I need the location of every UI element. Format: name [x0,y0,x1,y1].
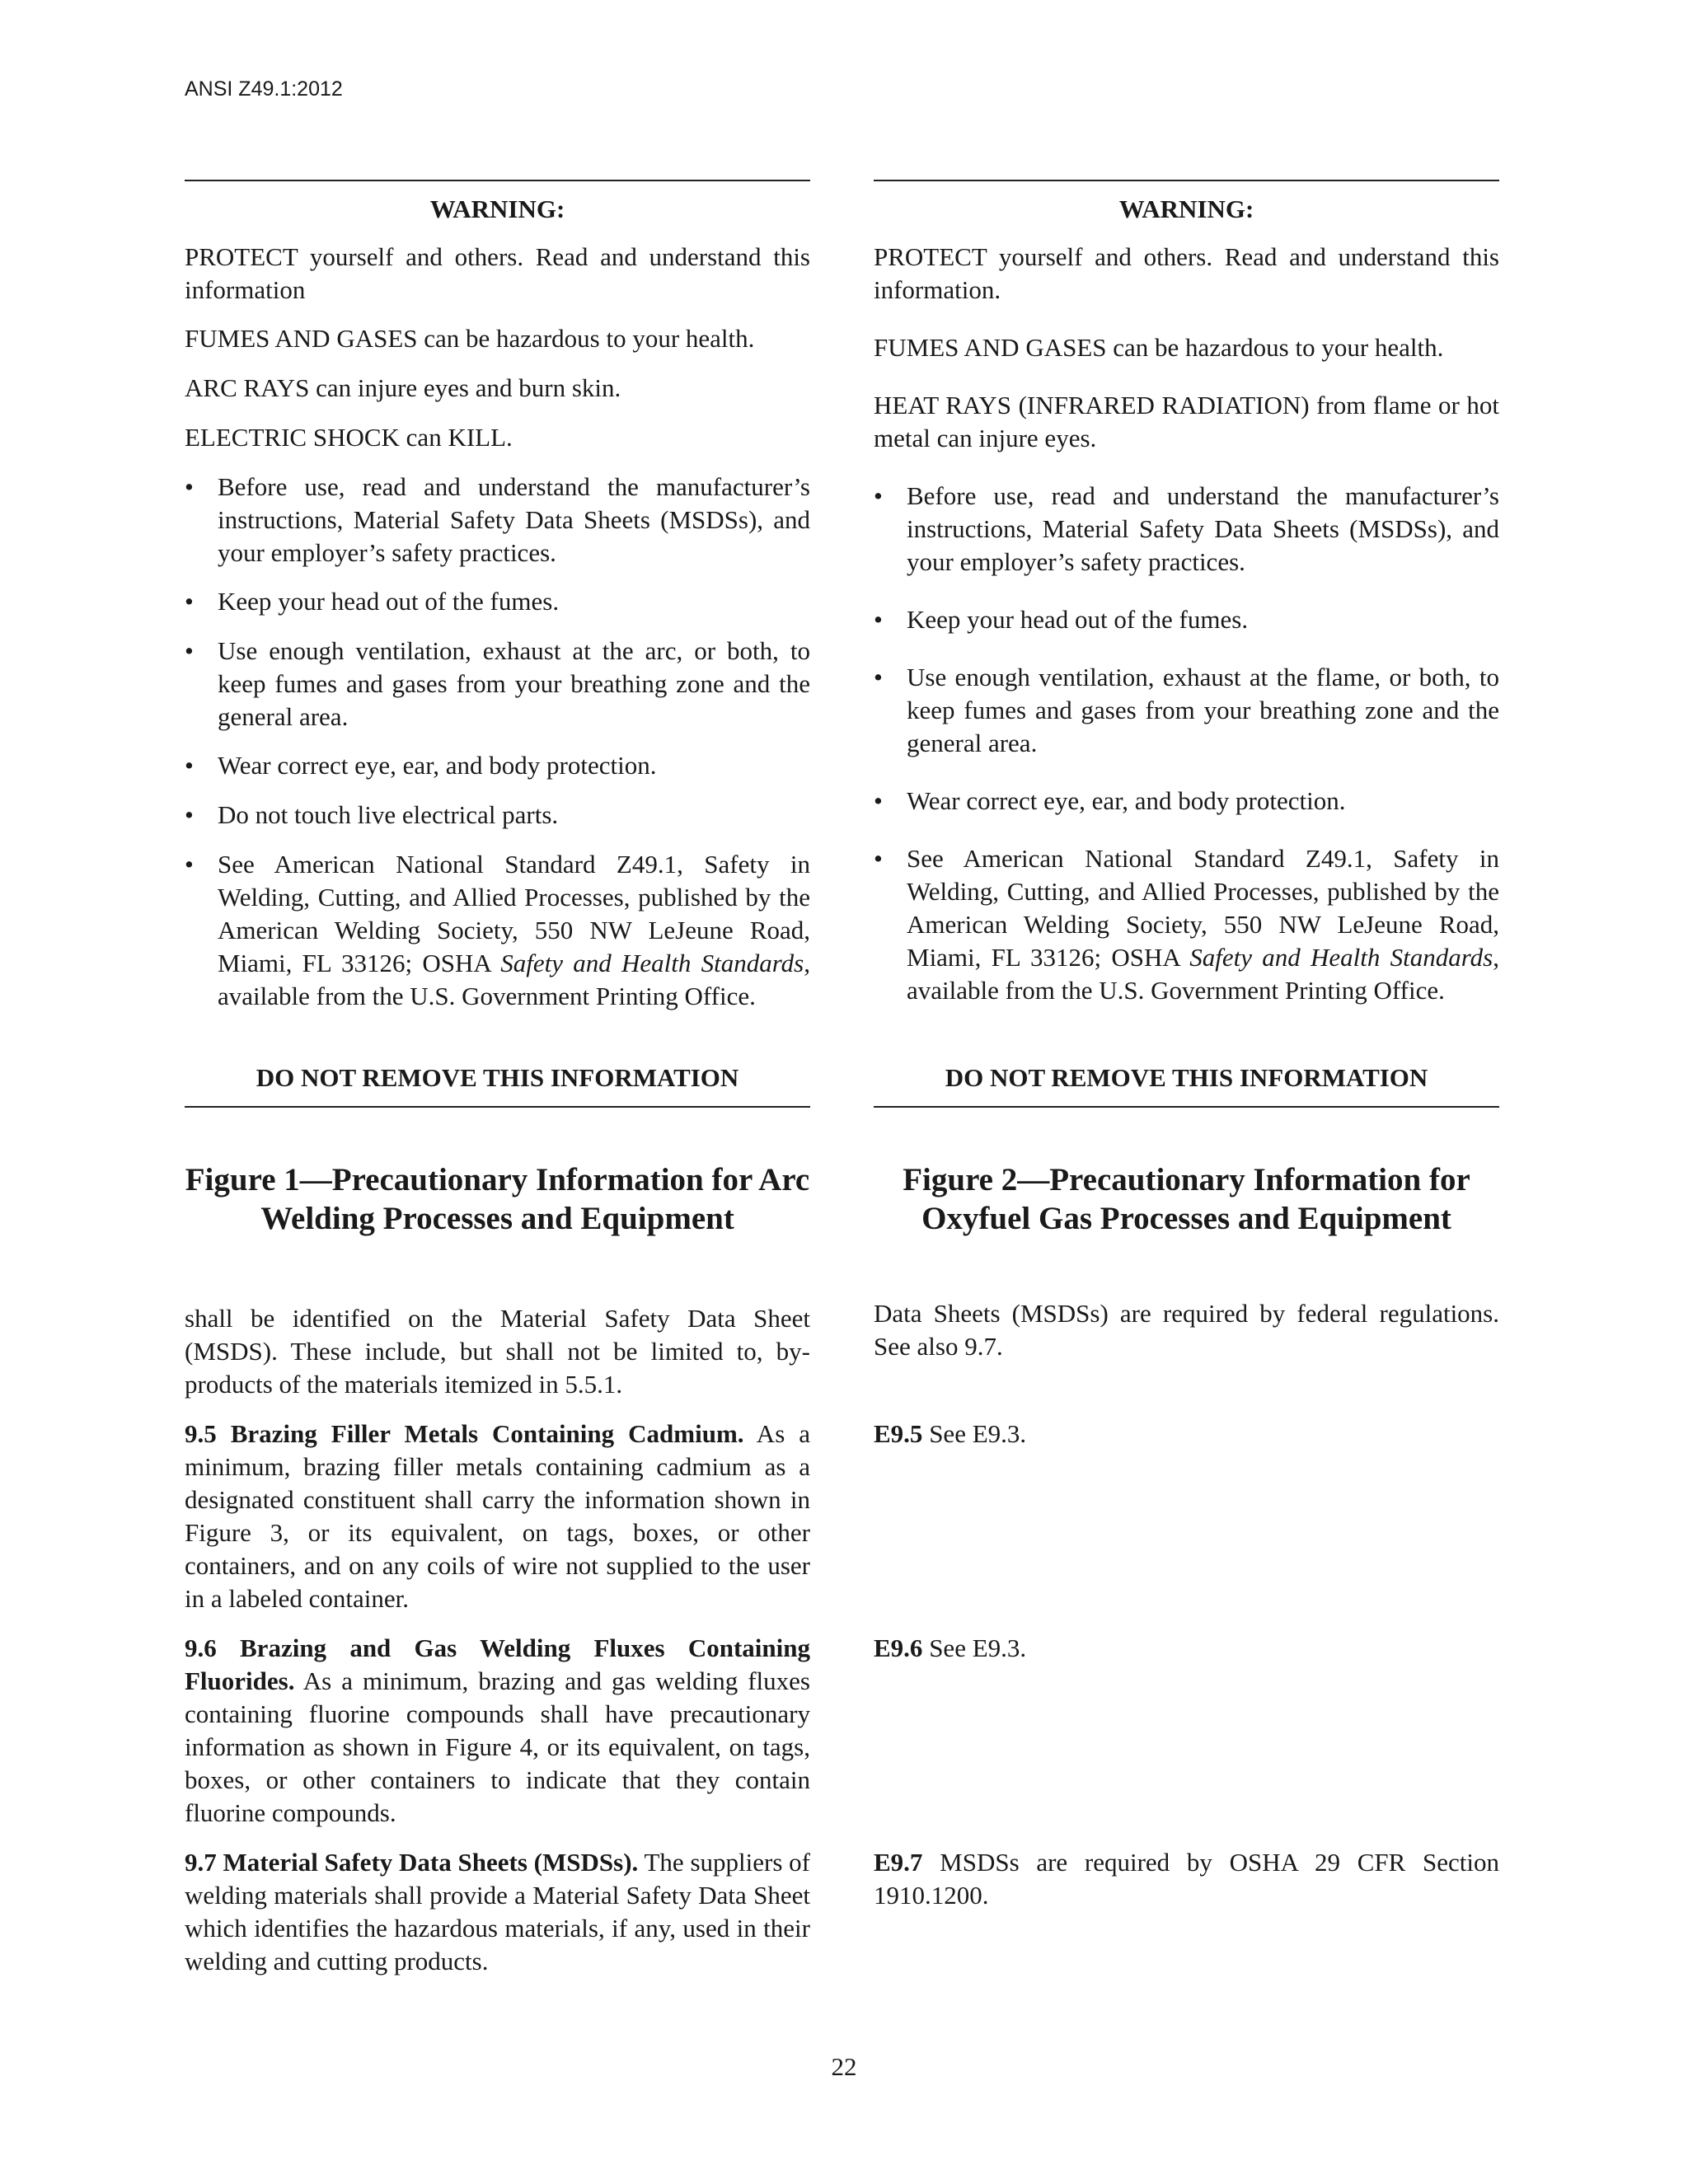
section-body: As a minimum, brazing and gas welding fluxes containing fluorine compounds shall have precautionary information as shown in Figure 4, or its equivalent, on tags, boxes, or other containers to indicate that they contain fluorine compounds. [185,1666,810,1827]
warning-line-arc-rays: ARC RAYS can injure eyes and burn skin. [185,373,621,402]
bullet-text-part: , available from the U.S. Government Printing Office. [907,943,1499,1005]
warning-footer: DO NOT REMOVE THIS INFORMATION [256,1063,739,1092]
bullet-dot: • [185,800,194,829]
bullet-dot: • [874,481,883,510]
commentary-e9-7 [874,1846,1499,1912]
warning-line-fumes: FUMES AND GASES can be hazardous to your health. [874,333,1444,362]
bullet-text: Use enough ventilation, exhaust at the arc, or both, to keep fumes and gases from your breathing zone and the general area. [218,636,810,731]
bullet-dot: • [185,636,194,665]
commentary-body: See E9.3. [922,1633,1027,1662]
bullet-dot: • [874,663,883,691]
bullet-text [218,848,810,1013]
warning-line-heat-rays: HEAT RAYS (INFRARED RADIATION) from flame or hot metal can injure eyes. [874,391,1499,452]
section-9-5 [185,1418,810,1615]
commentary-e9-5 [874,1418,1499,1451]
bullet-text-part: , available from the U.S. Government Printing Office. [218,949,810,1010]
section-heading: 9.5 Brazing Filler Metals Containing Cadmium. [185,1419,744,1448]
warning-title: WARNING: [1118,194,1254,223]
bullet-text: Before use, read and understand the manufacturer’s instructions, Material Safety Data Sheets (MSDSs), and your employer’s safety practices. [907,481,1499,576]
commentary-heading: E9.5 [874,1419,923,1448]
figure2-warning-box [874,180,1499,1108]
document-code-header: ANSI Z49.1:2012 [185,77,343,101]
bullet-text: Before use, read and understand the manufacturer’s instructions, Material Safety Data Sheets (MSDSs), and your employer’s safety practices. [218,472,810,567]
figure2-caption: Figure 2—Precautionary Information for Oxyfuel Gas Processes and Equipment [903,1162,1470,1236]
commentary-heading: E9.7 [874,1848,923,1877]
section-body: As a minimum, brazing filler metals containing cadmium as a designated constituent shall carry the information shown in Figure 3, or its equivalent, on tags, boxes, or other containers, and on any coils of wire not supplied to the user in a labeled container. [185,1419,811,1613]
commentary-heading: E9.6 [874,1633,923,1662]
osha-standards-title: Safety and Health Standards [500,949,804,977]
section-9-7 [185,1846,810,1978]
bullet-text: Keep your head out of the fumes. [907,605,1249,634]
section-body: The suppliers of welding materials shall provide a Material Safety Data Sheet which identifies the hazardous materials, if any, used in their welding and cutting products. [185,1848,810,1975]
bullet-dot: • [185,472,194,501]
bullet-text [907,842,1499,1007]
paragraph-continuation: Data Sheets (MSDSs) are required by federal regulations. See also 9.7. [874,1299,1499,1361]
section-9-6 [185,1632,810,1830]
osha-standards-title: Safety and Health Standards [1189,943,1493,972]
paragraph-continuation: shall be identified on the Material Safety Data Sheet (MSDS). These include, but shall not be limited to, by-products of the materials itemized in 5.5.1. [185,1304,810,1399]
page-number: 22 [831,2052,857,2081]
bullet-text: Do not touch live electrical parts. [218,800,559,829]
warning-footer: DO NOT REMOVE THIS INFORMATION [945,1063,1428,1092]
bullet-text: Use enough ventilation, exhaust at the flame, or both, to keep fumes and gases from your breathing zone and the general area. [907,663,1499,757]
bullet-text: Wear correct eye, ear, and body protection. [907,786,1346,815]
bullet-text: Keep your head out of the fumes. [218,587,560,616]
bullet-dot: • [874,786,883,815]
bullet-dot: • [185,587,194,616]
commentary-e9-6 [874,1632,1499,1665]
section-heading: 9.7 Material Safety Data Sheets (MSDSs). [185,1848,639,1877]
warning-line-protect: PROTECT yourself and others. Read and understand this information [185,242,810,304]
warning-line-fumes: FUMES AND GASES can be hazardous to your health. [185,324,755,353]
bullet-dot: • [874,605,883,634]
commentary-body: See E9.3. [922,1419,1027,1448]
bullet-dot: • [185,751,194,780]
bullet-text-part: See American National Standard Z49.1, Safety in Welding, Cutting, and Allied Processes, published by the American Welding Society, 550 NW LeJeune Road, Miami, FL 33126; OSHA [907,844,1499,972]
section-heading: 9.6 Brazing and Gas Welding Fluxes Containing Fluorides. [185,1633,810,1695]
warning-line-electric-shock: ELECTRIC SHOCK can KILL. [185,423,513,452]
commentary-body: MSDSs are required by OSHA 29 CFR Section 1910.1200. [874,1848,1499,1910]
warning-title: WARNING: [429,194,565,223]
bullet-text: Wear correct eye, ear, and body protection. [218,751,657,780]
figure1-warning-box [185,180,810,1108]
bullet-dot: • [874,844,883,873]
bullet-text-part: See American National Standard Z49.1, Safety in Welding, Cutting, and Allied Processes, published by the American Welding Society, 550 NW LeJeune Road, Miami, FL 33126; OSHA [218,850,810,977]
figure1-caption: Figure 1—Precautionary Information for Arc Welding Processes and Equipment [185,1162,810,1236]
bullet-dot: • [185,850,194,879]
warning-line-protect: PROTECT yourself and others. Read and understand this information. [874,242,1499,304]
